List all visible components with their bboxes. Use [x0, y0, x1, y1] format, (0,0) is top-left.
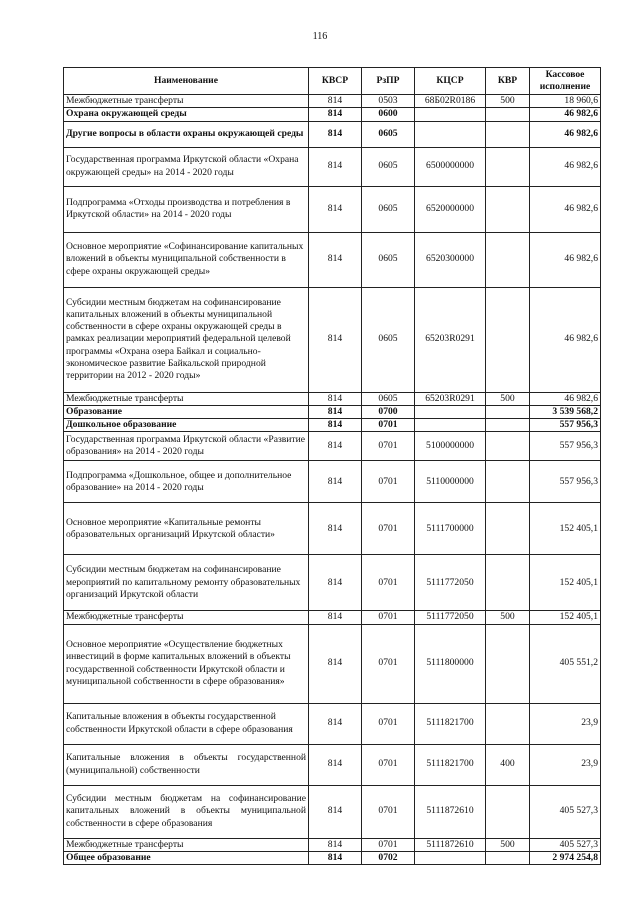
row-rzpr: 0605 — [362, 121, 415, 147]
row-kvr — [486, 419, 530, 432]
row-kvsr: 814 — [309, 611, 362, 624]
row-kcsr: 5111772050 — [415, 555, 486, 611]
table-row — [64, 851, 601, 864]
row-rzpr: 0701 — [362, 432, 415, 461]
table-row — [64, 121, 601, 147]
row-kvsr: 814 — [309, 503, 362, 555]
row-name: Подпрограмма «Дошкольное, общее и дополнительное образование» на 2014 - 2020 годы — [64, 461, 309, 503]
table-row — [64, 147, 601, 186]
row-amount: 18 960,6 — [530, 95, 601, 108]
table-row — [64, 703, 601, 744]
row-kvsr: 814 — [309, 624, 362, 703]
table-row — [64, 611, 601, 624]
table-row — [64, 432, 601, 461]
row-kvsr: 814 — [309, 785, 362, 838]
row-name: Капитальные вложения в объекты государственной (муниципальной) собственности — [64, 744, 309, 785]
table-row — [64, 503, 601, 555]
row-kcsr — [415, 419, 486, 432]
row-name: Образование — [64, 405, 309, 418]
row-kcsr: 5111872610 — [415, 838, 486, 851]
row-kvr: 500 — [486, 392, 530, 405]
row-kcsr: 6500000000 — [415, 147, 486, 186]
row-kcsr: 68Б02R0186 — [415, 95, 486, 108]
row-rzpr: 0701 — [362, 555, 415, 611]
row-rzpr: 0503 — [362, 95, 415, 108]
row-kvr — [486, 555, 530, 611]
table-row — [64, 95, 601, 108]
row-name: Основное мероприятие «Софинансирование капитальных вложений в объекты муниципальной собственности в сфере охраны окружающей среды» — [64, 232, 309, 287]
row-kvr — [486, 432, 530, 461]
row-amount: 557 956,3 — [530, 461, 601, 503]
row-amount: 23,9 — [530, 744, 601, 785]
row-name: Межбюджетные трансферты — [64, 838, 309, 851]
row-rzpr: 0701 — [362, 503, 415, 555]
row-amount: 152 405,1 — [530, 555, 601, 611]
row-kcsr: 5111700000 — [415, 503, 486, 555]
row-kvr — [486, 121, 530, 147]
row-kvsr: 814 — [309, 186, 362, 232]
row-amount: 152 405,1 — [530, 611, 601, 624]
row-name: Межбюджетные трансферты — [64, 95, 309, 108]
table-row — [64, 232, 601, 287]
row-kvr: 500 — [486, 95, 530, 108]
row-kvr: 400 — [486, 744, 530, 785]
row-amount: 557 956,3 — [530, 419, 601, 432]
row-kcsr — [415, 108, 486, 121]
row-kcsr: 5100000000 — [415, 432, 486, 461]
row-kvr — [486, 785, 530, 838]
row-kvsr: 814 — [309, 287, 362, 392]
row-kcsr: 6520000000 — [415, 186, 486, 232]
row-kcsr: 5111872610 — [415, 785, 486, 838]
row-kvr — [486, 703, 530, 744]
row-rzpr: 0701 — [362, 703, 415, 744]
table-row — [64, 624, 601, 703]
row-name: Субсидии местным бюджетам на софинансирование капитальных вложений в объекты муниципальной собственности в сфере охраны окружающей среды в рамках реализации мероприятий федеральной целевой программы «Охрана озера Байкал и социально-экономическое развитие Байкальской природной территории на 2012 - 2020 годы» — [64, 287, 309, 392]
header-rzpr: РзПР — [362, 68, 415, 95]
row-rzpr: 0605 — [362, 232, 415, 287]
row-kcsr: 65203R0291 — [415, 392, 486, 405]
header-name: Наименование — [64, 68, 309, 95]
row-amount: 2 974 254,8 — [530, 851, 601, 864]
row-kcsr: 65203R0291 — [415, 287, 486, 392]
row-amount: 46 982,6 — [530, 121, 601, 147]
row-rzpr: 0701 — [362, 744, 415, 785]
row-kvsr: 814 — [309, 95, 362, 108]
row-kvr: 500 — [486, 611, 530, 624]
header-kvr: КВР — [486, 68, 530, 95]
table-row — [64, 838, 601, 851]
row-kvsr: 814 — [309, 432, 362, 461]
row-amount: 46 982,6 — [530, 108, 601, 121]
table-row — [64, 392, 601, 405]
row-kcsr: 5111772050 — [415, 611, 486, 624]
row-amount: 46 982,6 — [530, 147, 601, 186]
row-kvsr: 814 — [309, 555, 362, 611]
row-kvsr: 814 — [309, 392, 362, 405]
row-name: Капитальные вложения в объекты государственной собственности Иркутской области в сфере образования — [64, 703, 309, 744]
row-name: Охрана окружающей среды — [64, 108, 309, 121]
row-amount: 46 982,6 — [530, 186, 601, 232]
row-amount: 46 982,6 — [530, 392, 601, 405]
row-kcsr: 6520300000 — [415, 232, 486, 287]
table-row — [64, 108, 601, 121]
row-name: Государственная программа Иркутской области «Охрана окружающей среды» на 2014 - 2020 годы — [64, 147, 309, 186]
row-kcsr: 5110000000 — [415, 461, 486, 503]
table-row — [64, 461, 601, 503]
table-header-row — [64, 68, 601, 95]
row-rzpr: 0702 — [362, 851, 415, 864]
row-rzpr: 0605 — [362, 186, 415, 232]
header-amount: Кассовое исполнение — [530, 68, 601, 95]
row-rzpr: 0605 — [362, 287, 415, 392]
row-name: Основное мероприятие «Осуществление бюджетных инвестиций в форме капитальных вложений в объекты государственной собственности Иркутской области и муниципальной собственности в сфере образования» — [64, 624, 309, 703]
row-name: Субсидии местным бюджетам на софинансирование капитальных вложений в объекты муниципальной собственности в сфере образования — [64, 785, 309, 838]
row-name: Основное мероприятие «Капитальные ремонты образовательных организаций Иркутской области» — [64, 503, 309, 555]
row-kvr — [486, 147, 530, 186]
row-kvsr: 814 — [309, 419, 362, 432]
table-row — [64, 555, 601, 611]
table-row — [64, 405, 601, 418]
row-amount: 46 982,6 — [530, 232, 601, 287]
row-kcsr — [415, 851, 486, 864]
row-kvsr: 814 — [309, 405, 362, 418]
row-kvsr: 814 — [309, 838, 362, 851]
row-kvsr: 814 — [309, 461, 362, 503]
row-kvsr: 814 — [309, 108, 362, 121]
row-kcsr — [415, 121, 486, 147]
row-kvr — [486, 405, 530, 418]
row-kvsr: 814 — [309, 703, 362, 744]
row-kvr — [486, 287, 530, 392]
row-kcsr: 5111800000 — [415, 624, 486, 703]
row-name: Другие вопросы в области охраны окружающей среды — [64, 121, 309, 147]
row-kvr — [486, 461, 530, 503]
row-amount: 152 405,1 — [530, 503, 601, 555]
row-kvr — [486, 624, 530, 703]
row-kvr — [486, 503, 530, 555]
row-amount: 23,9 — [530, 703, 601, 744]
table-row — [64, 744, 601, 785]
row-amount: 46 982,6 — [530, 287, 601, 392]
table-row — [64, 419, 601, 432]
row-rzpr: 0700 — [362, 405, 415, 418]
header-kvsr: КВСР — [309, 68, 362, 95]
row-rzpr: 0600 — [362, 108, 415, 121]
budget-execution-table — [63, 67, 601, 865]
row-name: Общее образование — [64, 851, 309, 864]
table-row — [64, 186, 601, 232]
row-kvsr: 814 — [309, 147, 362, 186]
row-rzpr: 0701 — [362, 611, 415, 624]
row-kvsr: 814 — [309, 744, 362, 785]
row-rzpr: 0701 — [362, 785, 415, 838]
page-number: 116 — [312, 31, 328, 42]
row-name: Межбюджетные трансферты — [64, 392, 309, 405]
row-amount: 3 539 568,2 — [530, 405, 601, 418]
row-rzpr: 0605 — [362, 392, 415, 405]
row-kcsr: 5111821700 — [415, 703, 486, 744]
row-name: Государственная программа Иркутской области «Развитие образования» на 2014 - 2020 годы — [64, 432, 309, 461]
row-kvsr: 814 — [309, 851, 362, 864]
row-kvr — [486, 232, 530, 287]
row-kvr: 500 — [486, 838, 530, 851]
row-amount: 405 527,3 — [530, 785, 601, 838]
row-kvr — [486, 851, 530, 864]
row-kcsr: 5111821700 — [415, 744, 486, 785]
row-kvr — [486, 108, 530, 121]
row-amount: 405 527,3 — [530, 838, 601, 851]
row-kvsr: 814 — [309, 121, 362, 147]
row-kcsr — [415, 405, 486, 418]
table-row — [64, 287, 601, 392]
row-rzpr: 0701 — [362, 461, 415, 503]
row-name: Подпрограмма «Отходы производства и потребления в Иркутской области» на 2014 - 2020 годы — [64, 186, 309, 232]
row-rzpr: 0701 — [362, 838, 415, 851]
header-kcsr: КЦСР — [415, 68, 486, 95]
row-amount: 405 551,2 — [530, 624, 601, 703]
row-rzpr: 0605 — [362, 147, 415, 186]
row-rzpr: 0701 — [362, 419, 415, 432]
row-kvsr: 814 — [309, 232, 362, 287]
table-row — [64, 785, 601, 838]
row-name: Субсидии местным бюджетам на софинансирование мероприятий по капитальному ремонту образовательных организаций Иркутской области — [64, 555, 309, 611]
row-amount: 557 956,3 — [530, 432, 601, 461]
row-rzpr: 0701 — [362, 624, 415, 703]
row-name: Межбюджетные трансферты — [64, 611, 309, 624]
row-name: Дошкольное образование — [64, 419, 309, 432]
row-kvr — [486, 186, 530, 232]
